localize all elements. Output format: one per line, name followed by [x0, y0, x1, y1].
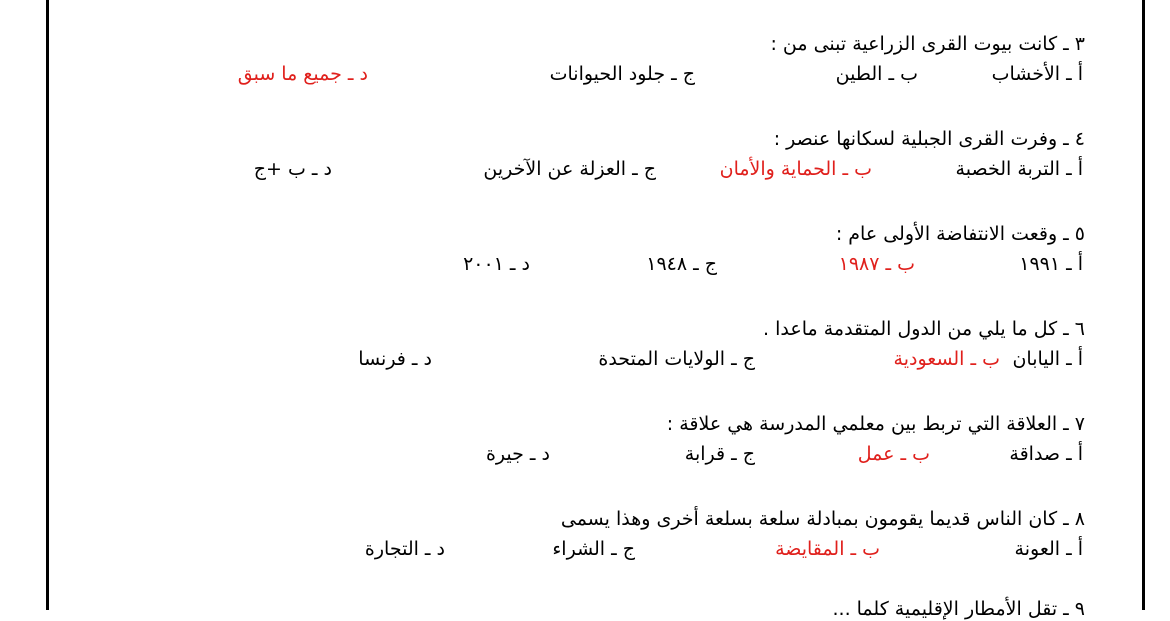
- question-7-option-a: أ ـ صداقة: [1009, 443, 1083, 465]
- question-5-option-a: أ ـ ١٩٩١: [1019, 253, 1083, 275]
- question-6-option-d: د ـ فرنسا: [358, 348, 432, 370]
- question-8-option-a: أ ـ العونة: [1014, 538, 1083, 560]
- question-4-option-b: ب ـ الحماية والأمان: [719, 158, 872, 180]
- question-6-option-a: أ ـ اليابان: [1012, 348, 1083, 370]
- question-3-option-b: ب ـ الطين: [835, 63, 918, 85]
- question-7-option-d: د ـ جيرة: [485, 443, 550, 465]
- question-3-stem: ٣ ـ كانت بيوت القرى الزراعية تبنى من :: [770, 33, 1085, 55]
- question-6-option-b: ب ـ السعودية: [893, 348, 1000, 370]
- question-7-stem: ٧ ـ العلاقة التي تربط بين معلمي المدرسة هي علاقة :: [666, 413, 1085, 435]
- question-5-option-b: ب ـ ١٩٨٧: [838, 253, 915, 275]
- question-3-option-a: أ ـ الأخشاب: [991, 63, 1083, 85]
- question-4-option-a: أ ـ التربة الخصبة: [955, 158, 1083, 180]
- question-9-partial: ٩ ـ تقل الأمطار الإقليمية كلما ...: [832, 598, 1085, 620]
- question-3-option-d: د ـ جميع ما سبق: [237, 63, 368, 85]
- question-8-option-d: د ـ التجارة: [364, 538, 445, 560]
- question-4-option-d: د ـ ب +ج: [253, 158, 332, 180]
- question-6-option-c: ج ـ الولايات المتحدة: [598, 348, 755, 370]
- page-border-right: [1142, 0, 1145, 610]
- question-5-stem: ٥ ـ وقعت الانتفاضة الأولى عام :: [835, 223, 1085, 245]
- question-7-option-c: ج ـ قرابة: [684, 443, 755, 465]
- question-8-option-b: ب ـ المقايضة: [775, 538, 880, 560]
- question-6-stem: ٦ ـ كل ما يلي من الدول المتقدمة ماعدا .: [763, 318, 1085, 340]
- question-5-option-c: ج ـ ١٩٤٨: [646, 253, 717, 275]
- question-4-stem: ٤ ـ وفرت القرى الجبلية لسكانها عنصر :: [773, 128, 1085, 150]
- question-5-option-d: د ـ ٢٠٠١: [463, 253, 530, 275]
- question-8-stem: ٨ ـ كان الناس قديما يقومون بمبادلة سلعة بسلعة أخرى وهذا يسمى: [560, 508, 1085, 530]
- page-border-left: [46, 0, 49, 610]
- question-8-option-c: ج ـ الشراء: [552, 538, 635, 560]
- question-3-option-c: ج ـ جلود الحيوانات: [549, 63, 695, 85]
- question-7-option-b: ب ـ عمل: [857, 443, 930, 465]
- question-4-option-c: ج ـ العزلة عن الآخرين: [483, 158, 656, 180]
